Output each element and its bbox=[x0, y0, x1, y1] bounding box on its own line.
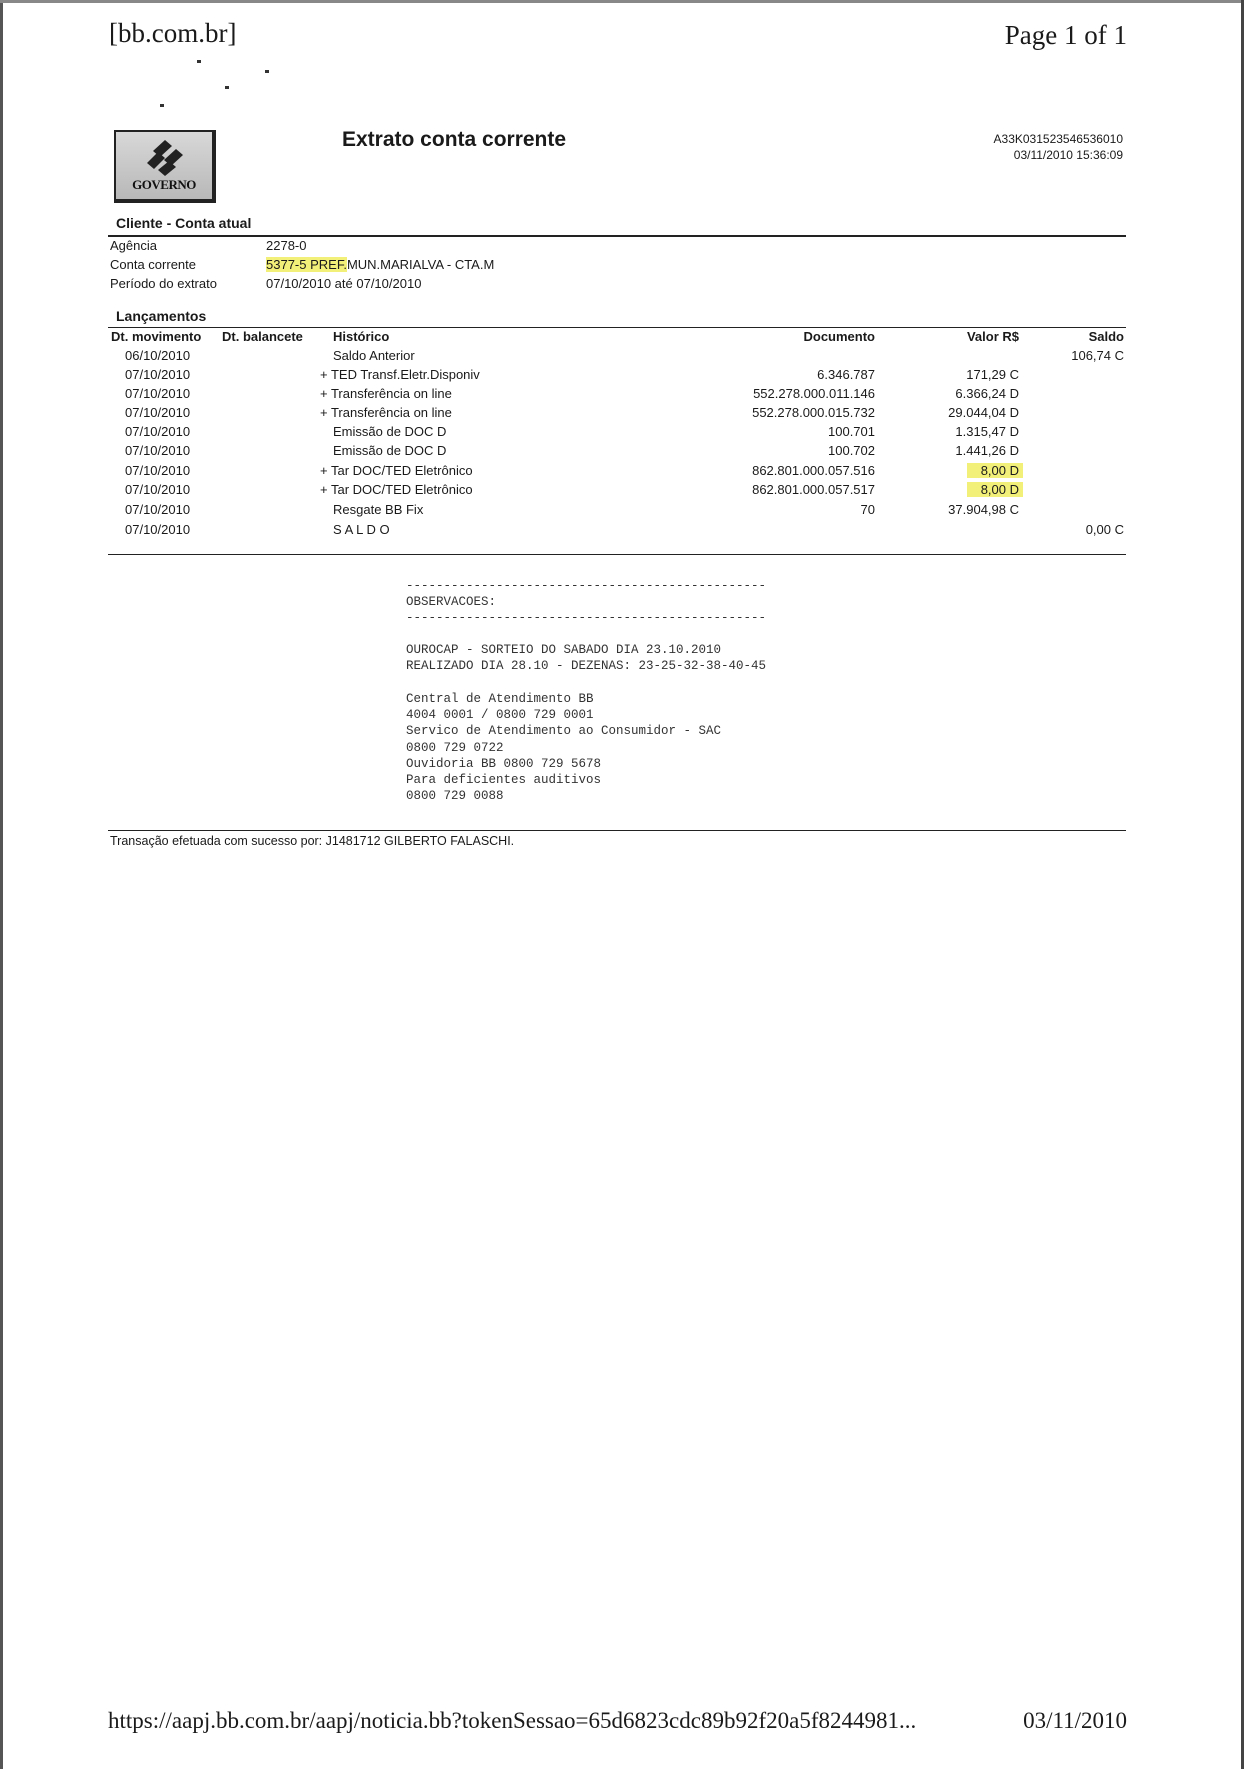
table-row bbox=[0, 502, 1244, 521]
cell-valor: 37.904,98 C bbox=[948, 502, 1019, 517]
table-row bbox=[0, 482, 1244, 501]
cell-date: 07/10/2010 bbox=[125, 502, 191, 517]
cell-valor: 8,00 D bbox=[967, 482, 1023, 497]
cell-documento: 552.278.000.011.146 bbox=[753, 386, 875, 401]
table-row bbox=[0, 405, 1244, 424]
agencia-value: 2278-0 bbox=[266, 238, 307, 253]
cell-historico: + Transferência on line bbox=[320, 405, 452, 420]
column-header-documento: Documento bbox=[803, 329, 875, 344]
cell-valor: 29.044,04 D bbox=[948, 405, 1019, 420]
observacoes-dashes: ------------------------------------------------ bbox=[406, 579, 767, 593]
document-code: A33K031523546536010 bbox=[993, 132, 1123, 146]
cell-saldo: 106,74 C bbox=[1071, 348, 1124, 363]
conta-name-highlighted: PREF. bbox=[310, 257, 347, 272]
cell-valor: 171,29 C bbox=[966, 367, 1019, 382]
cell-valor: 6.366,24 D bbox=[955, 386, 1019, 401]
transaction-status: Transação efetuada com sucesso por: J1481712 GILBERTO FALASCHI. bbox=[110, 834, 515, 848]
observacoes-line: Central de Atendimento BB bbox=[406, 692, 594, 706]
column-header-dt-movimento: Dt. movimento bbox=[111, 329, 202, 344]
cell-documento: 862.801.000.057.517 bbox=[752, 482, 875, 497]
cell-historico: + TED Transf.Eletr.Disponiv bbox=[320, 367, 480, 382]
cell-historico: S A L D O bbox=[333, 522, 390, 537]
observacoes-title: OBSERVACOES: bbox=[406, 595, 497, 609]
divider bbox=[108, 554, 1126, 555]
conta-value bbox=[266, 257, 494, 272]
observacoes-line: 4004 0001 / 0800 729 0001 bbox=[406, 708, 594, 722]
bank-logo bbox=[114, 130, 216, 203]
column-header-valor: Valor R$ bbox=[966, 329, 1019, 344]
table-row bbox=[0, 522, 1244, 541]
table-row bbox=[0, 367, 1244, 386]
cell-documento: 862.801.000.057.516 bbox=[752, 463, 875, 478]
column-header-saldo: Saldo bbox=[1088, 329, 1124, 344]
bb-logo-icon bbox=[146, 140, 184, 176]
logo-label: GOVERNO bbox=[132, 177, 196, 192]
column-header-dt-balancete: Dt. balancete bbox=[222, 329, 303, 344]
divider bbox=[108, 327, 1126, 328]
cell-saldo: 0,00 C bbox=[1085, 522, 1124, 537]
cell-date: 06/10/2010 bbox=[125, 348, 191, 363]
page-title: Extrato conta corrente bbox=[342, 128, 567, 151]
cell-documento: 552.278.000.015.732 bbox=[752, 405, 875, 420]
conta-name: MUN.MARIALVA - CTA.M bbox=[346, 257, 495, 272]
divider bbox=[108, 235, 1126, 237]
cell-historico: Saldo Anterior bbox=[333, 348, 415, 363]
cell-documento: 100.701 bbox=[828, 424, 875, 439]
cell-valor: 8,00 D bbox=[967, 463, 1023, 478]
table-row bbox=[0, 424, 1244, 443]
document-datetime: 03/11/2010 15:36:09 bbox=[1013, 148, 1123, 162]
scan-speck bbox=[160, 104, 164, 107]
conta-label: Conta corrente bbox=[110, 257, 196, 272]
cell-date: 07/10/2010 bbox=[125, 482, 191, 497]
cell-date: 07/10/2010 bbox=[125, 405, 191, 420]
observacoes-line: Para deficientes auditivos bbox=[406, 773, 602, 787]
cell-date: 07/10/2010 bbox=[125, 367, 191, 382]
scan-speck bbox=[225, 86, 229, 89]
observacoes-line: Ouvidoria BB 0800 729 5678 bbox=[406, 757, 602, 771]
column-header-historico: Histórico bbox=[333, 329, 390, 344]
agencia-label: Agência bbox=[110, 238, 157, 253]
cell-date: 07/10/2010 bbox=[125, 522, 191, 537]
table-row bbox=[0, 463, 1244, 482]
print-footer-url: https://aapj.bb.com.br/aapj/noticia.bb?tokenSessao=65d6823cdc89b92f20a5f8244981... bbox=[108, 1708, 917, 1733]
scan-edge bbox=[0, 0, 3, 1769]
cell-date: 07/10/2010 bbox=[125, 463, 191, 478]
table-row bbox=[0, 348, 1244, 367]
print-header-page-count: Page 1 of 1 bbox=[1004, 20, 1127, 50]
cell-valor: 1.441,26 D bbox=[955, 443, 1019, 458]
cell-date: 07/10/2010 bbox=[125, 443, 191, 458]
cell-date: 07/10/2010 bbox=[125, 424, 191, 439]
table-row bbox=[0, 443, 1244, 462]
print-header-site: [bb.com.br] bbox=[109, 18, 237, 48]
periodo-value: 07/10/2010 até 07/10/2010 bbox=[266, 276, 422, 291]
cell-historico: + Tar DOC/TED Eletrônico bbox=[320, 482, 473, 497]
scan-edge bbox=[0, 0, 1244, 3]
document-reference bbox=[994, 131, 1123, 163]
observacoes-line: Servico de Atendimento ao Consumidor - SAC bbox=[406, 724, 722, 738]
section-title-lancamentos: Lançamentos bbox=[116, 308, 207, 324]
cell-documento: 70 bbox=[860, 502, 875, 517]
cell-documento: 100.702 bbox=[828, 443, 875, 458]
section-title-cliente: Cliente - Conta atual bbox=[116, 215, 252, 231]
observacoes-dashes: ------------------------------------------------ bbox=[406, 611, 767, 625]
cell-historico: + Tar DOC/TED Eletrônico bbox=[320, 463, 473, 478]
observacoes-line: REALIZADO DIA 28.10 - DEZENAS: 23-25-32-38-40-45 bbox=[406, 659, 767, 673]
cell-historico: Emissão de DOC D bbox=[333, 424, 447, 439]
cell-historico: Resgate BB Fix bbox=[333, 502, 424, 517]
scan-speck bbox=[265, 70, 269, 73]
observacoes-line: 0800 729 0722 bbox=[406, 741, 504, 755]
divider bbox=[108, 830, 1126, 831]
cell-historico: Emissão de DOC D bbox=[333, 443, 447, 458]
scan-speck bbox=[197, 60, 201, 63]
observacoes-line: 0800 729 0088 bbox=[406, 789, 504, 803]
periodo-label: Período do extrato bbox=[110, 276, 217, 291]
cell-documento: 6.346.787 bbox=[817, 367, 875, 382]
print-footer-date: 03/11/2010 bbox=[1023, 1708, 1127, 1733]
observacoes-line: OUROCAP - SORTEIO DO SABADO DIA 23.10.2010 bbox=[406, 643, 722, 657]
cell-valor: 1.315,47 D bbox=[955, 424, 1019, 439]
table-row bbox=[0, 386, 1244, 405]
cell-date: 07/10/2010 bbox=[125, 386, 191, 401]
cell-historico: + Transferência on line bbox=[320, 386, 452, 401]
conta-number: 5377-5 bbox=[266, 257, 307, 272]
